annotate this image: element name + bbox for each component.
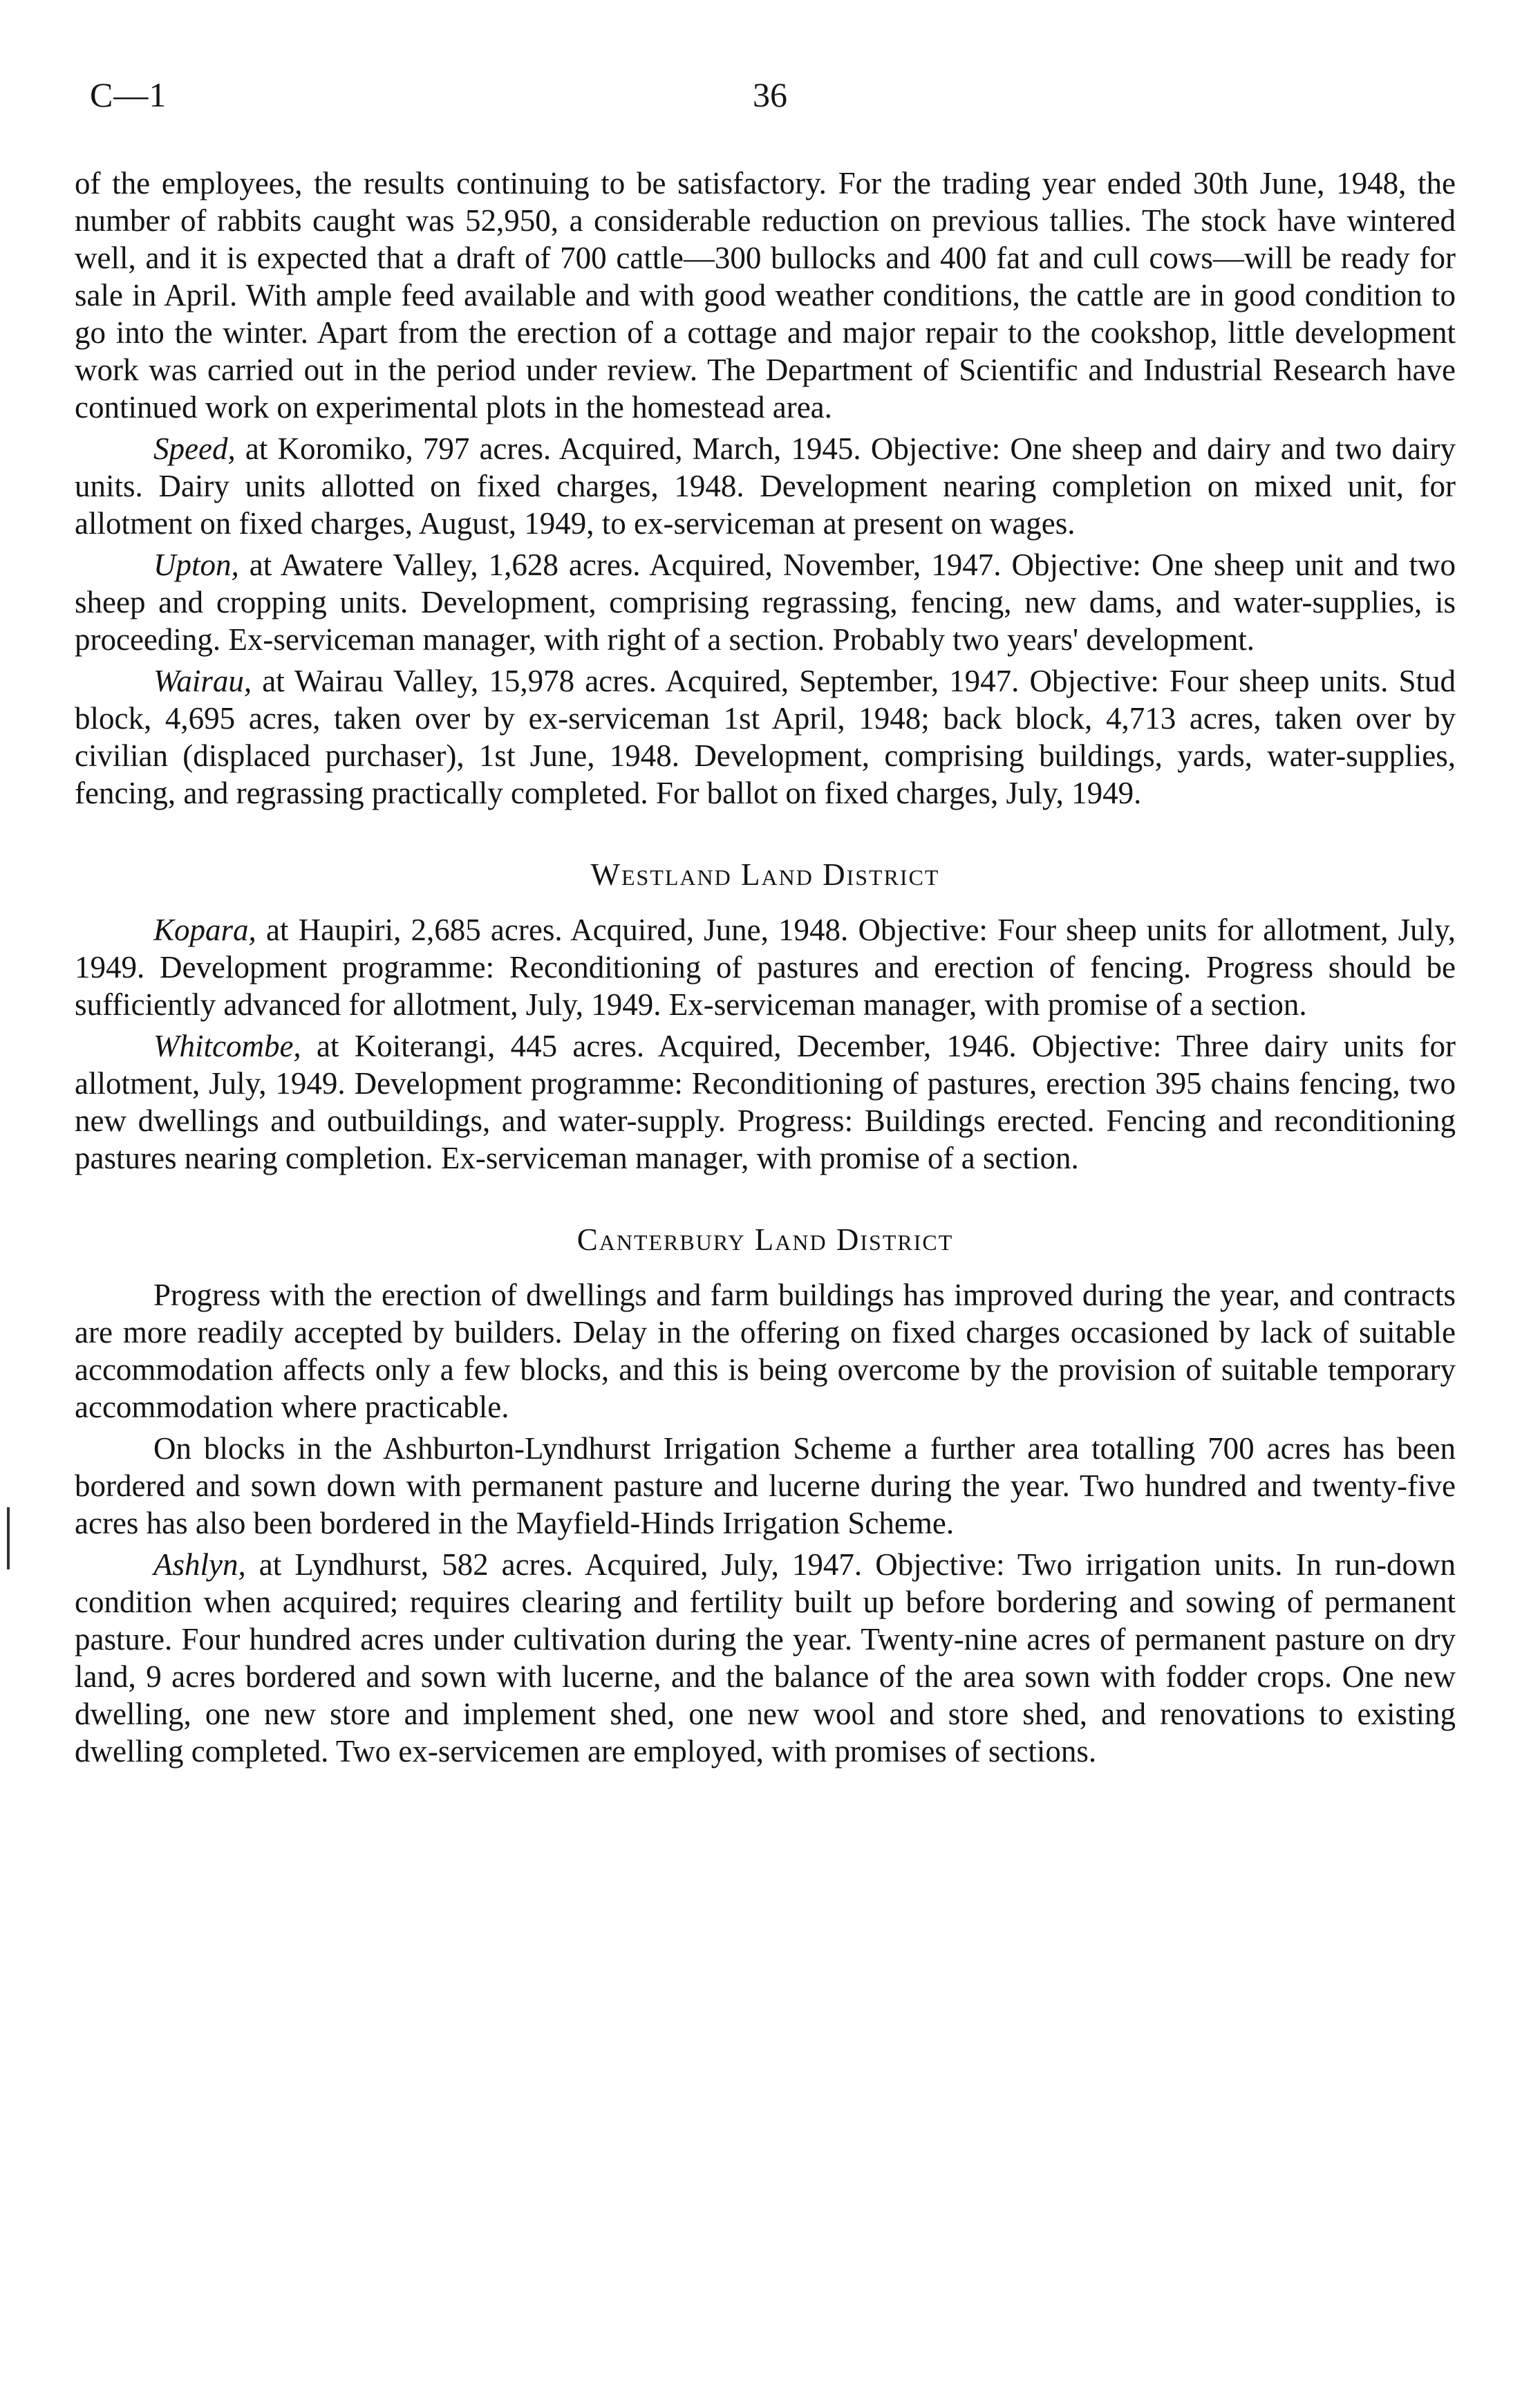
entry-text: at Lyndhurst, 582 acres. Acquired, July, 1947. Objective: Two irrigation units. In run-down condition when acquired; requires clearing and fertility built up before bordering and sowing of permanent pasture. Four hundred acres under cultivation during the year. Twenty-nine acres of permanent pasture on dry land, 9 acres bordered and sown with lucerne, and the balance of the area sown with fodder crops. One new dwelling, one new store and implement shed, one new wool and store shed, and renovations to existing dwelling completed. Two ex-servicemen are employed, with promises of sections. bbox=[75, 1547, 1456, 1769]
entry-wairau bbox=[75, 662, 1456, 812]
entry-name: Wairau, bbox=[153, 664, 252, 698]
entry-ashlyn bbox=[75, 1546, 1456, 1770]
paragraph-continuation bbox=[75, 165, 1456, 426]
document-reference: C—1 bbox=[90, 75, 167, 114]
entry-name: Upton, bbox=[153, 548, 239, 582]
paragraph-text: of the employees, the results continuing to be satisfactory. For the trading year ended 30th June, 1948, the number of rabbits caught was 52,950, a considerable reduction on previous tallies. The stock have wintered well, and it is expected that a draft of 700 cattle—300 bullocks and 400 fat and cull cows—will be ready for sale in April. With ample feed available and with good weather conditions, the cattle are in good condition to go into the winter. Apart from the erection of a cottage and major repair to the cookshop, little development work was carried out in the period under review. The Department of Scientific and Industrial Research have continued work on experimental plots in the homestead area. bbox=[75, 166, 1456, 425]
entry-name: Whitcombe, bbox=[153, 1029, 301, 1063]
paragraph-text: Progress with the erection of dwellings and farm buildings has improved during the year, and contracts are more readily accepted by builders. Delay in the offering on fixed charges occasioned by lack of suitable accommodation affects only a few blocks, and this is being overcome by the provision of suitable temporary accommodation where practicable. bbox=[75, 1278, 1456, 1424]
document-body bbox=[75, 165, 1456, 1774]
margin-mark bbox=[7, 1507, 10, 1569]
section-heading-westland: Westland Land District bbox=[590, 857, 940, 892]
paragraph-canterbury-progress bbox=[75, 1276, 1456, 1426]
page-header bbox=[90, 75, 1450, 130]
entry-kopara bbox=[75, 911, 1456, 1023]
paragraph-text: On blocks in the Ashburton-Lyndhurst Irrigation Scheme a further area totalling 700 acres has been bordered and sown down with permanent pasture and lucerne during the year. Two hundred and twenty-five acres has also been bordered in the Mayfield-Hinds Irrigation Scheme. bbox=[75, 1431, 1456, 1540]
entry-whitcombe bbox=[75, 1027, 1456, 1177]
entry-speed bbox=[75, 430, 1456, 542]
entry-name: Speed, bbox=[153, 431, 236, 466]
entry-text: at Wairau Valley, 15,978 acres. Acquired, September, 1947. Objective: Four sheep units. Stud block, 4,695 acres, taken over by ex-serviceman 1st April, 1948; back block, 4,713 acres, taken over by civilian (displaced purchaser), 1st June, 1948. Development, comprising buildings, yards, water-supplies, fencing, and regrassing practically completed. For ballot on fixed charges, July, 1949. bbox=[75, 664, 1456, 810]
entry-text: at Haupiri, 2,685 acres. Acquired, June, 1948. Objective: Four sheep units for allotment, July, 1949. Development programme: Reconditioning of pastures and erection of fencing. Progress should be sufficiently advanced for allotment, July, 1949. Ex-serviceman manager, with promise of a section. bbox=[75, 913, 1456, 1022]
page-number: 36 bbox=[753, 75, 787, 114]
paragraph-canterbury-irrigation bbox=[75, 1430, 1456, 1542]
entry-text: at Koromiko, 797 acres. Acquired, March, 1945. Objective: One sheep and dairy and two dairy units. Dairy units allotted on fixed charges, 1948. Development nearing completion on mixed unit, for allotment on fixed charges, August, 1949, to ex-serviceman at present on wages. bbox=[75, 431, 1456, 541]
entry-name: Kopara, bbox=[153, 913, 256, 947]
entry-name: Ashlyn, bbox=[153, 1547, 246, 1582]
section-heading-canterbury: Canterbury Land District bbox=[576, 1222, 954, 1257]
entry-upton bbox=[75, 546, 1456, 658]
entry-text: at Awatere Valley, 1,628 acres. Acquired, November, 1947. Objective: One sheep unit and two sheep and cropping units. Development, comprising regrassing, fencing, new dams, and water-supplies, is proceeding. Ex-serviceman manager, with right of a section. Probably two years' development. bbox=[75, 548, 1456, 657]
entry-text: at Koiterangi, 445 acres. Acquired, December, 1946. Objective: Three dairy units for allotment, July, 1949. Development programme: Reconditioning of pastures, erection 395 chains fencing, two new dwellings and outbuildings, and water-supply. Progress: Buildings erected. Fencing and reconditioning pastures nearing completion. Ex-serviceman manager, with promise of a section. bbox=[75, 1029, 1456, 1175]
